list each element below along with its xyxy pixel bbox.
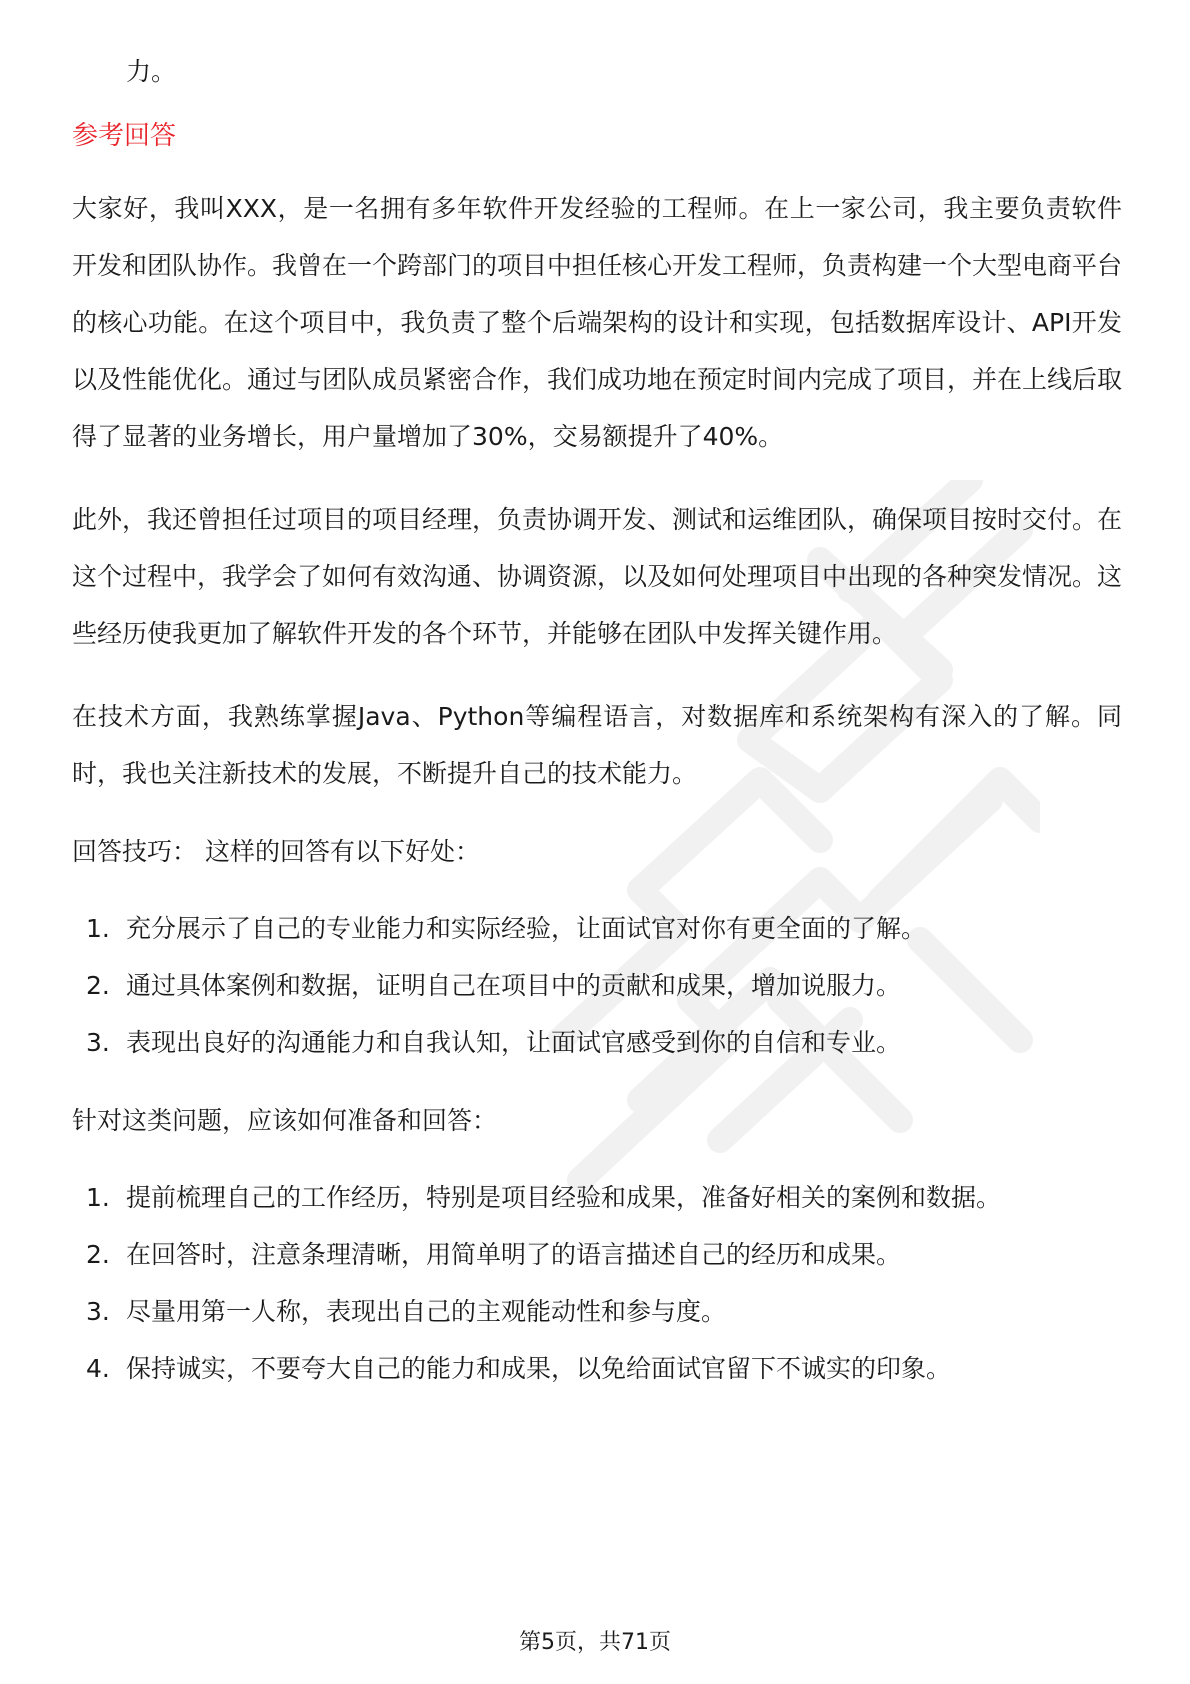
list-item-text: 在回答时，注意条理清晰，用简单明了的语言描述自己的经历和成果。 (126, 1240, 902, 1269)
list-item-text: 表现出良好的沟通能力和自我认知，让面试官感受到你的自信和专业。 (126, 1028, 902, 1057)
list-item (72, 957, 1122, 1014)
continuation-text: 力。 (126, 57, 177, 86)
list-item (72, 1283, 1122, 1340)
list-item-number: 4. (86, 1354, 110, 1383)
list-item (72, 1169, 1122, 1226)
prep-list (72, 1169, 1122, 1397)
list-item-number: 1. (86, 914, 110, 943)
list-item-number: 3. (86, 1028, 110, 1057)
answer-paragraph-1: 大家好，我叫XXX，是一名拥有多年软件开发经验的工程师。在上一家公司，我主要负责软件开发和团队协作。我曾在一个跨部门的项目中担任核心开发工程师，负责构建一个大型电商平台的核心功能。在这个项目中，我负责了整个后端架构的设计和实现，包括数据库设计、API开发以及性能优化。通过与团队成员紧密合作，我们成功地在预定时间内完成了项目，并在上线后取得了显著的业务增长，用户量增加了30%，交易额提升了40%。 (72, 194, 1123, 451)
answer-paragraph-2: 此外，我还曾担任过项目的项目经理，负责协调开发、测试和运维团队，确保项目按时交付。在这个过程中，我学会了如何有效沟通、协调资源，以及如何处理项目中出现的各种突发情况。这些经历使我更加了解软件开发的各个环节，并能够在团队中发挥关键作用。 (72, 505, 1123, 648)
list-item-text: 提前梳理自己的工作经历，特别是项目经验和成果，准备好相关的案例和数据。 (126, 1183, 1002, 1212)
list-item-text: 保持诚实，不要夸大自己的能力和成果，以免给面试官留下不诚实的印象。 (126, 1354, 952, 1383)
page-number-footer: 第5页，共71页 (519, 1630, 671, 1655)
list-item-text: 充分展示了自己的专业能力和实际经验，让面试官对你有更全面的了解。 (126, 914, 927, 943)
list-item-number: 1. (86, 1183, 110, 1212)
list-item (72, 900, 1122, 957)
prep-label: 针对这类问题，应该如何准备和回答： (72, 1106, 498, 1135)
list-item-number: 3. (86, 1297, 110, 1326)
tips-label: 回答技巧： 这样的回答有以下好处： (72, 837, 480, 866)
list-item (72, 1014, 1122, 1071)
list-item (72, 1340, 1122, 1397)
list-item (72, 1226, 1122, 1283)
list-item-text: 尽量用第一人称，表现出自己的主观能动性和参与度。 (126, 1297, 727, 1326)
section-heading: 参考回答 (72, 121, 177, 151)
answer-paragraph-3: 在技术方面，我熟练掌握Java、Python等编程语言，对数据库和系统架构有深入的了解。同时，我也关注新技术的发展，不断提升自己的技术能力。 (72, 702, 1122, 788)
list-item-number: 2. (86, 971, 110, 1000)
list-item-number: 2. (86, 1240, 110, 1269)
tips-list (72, 900, 1122, 1071)
document-body (72, 52, 1122, 1427)
list-item-text: 通过具体案例和数据，证明自己在项目中的贡献和成果，增加说服力。 (126, 971, 902, 1000)
